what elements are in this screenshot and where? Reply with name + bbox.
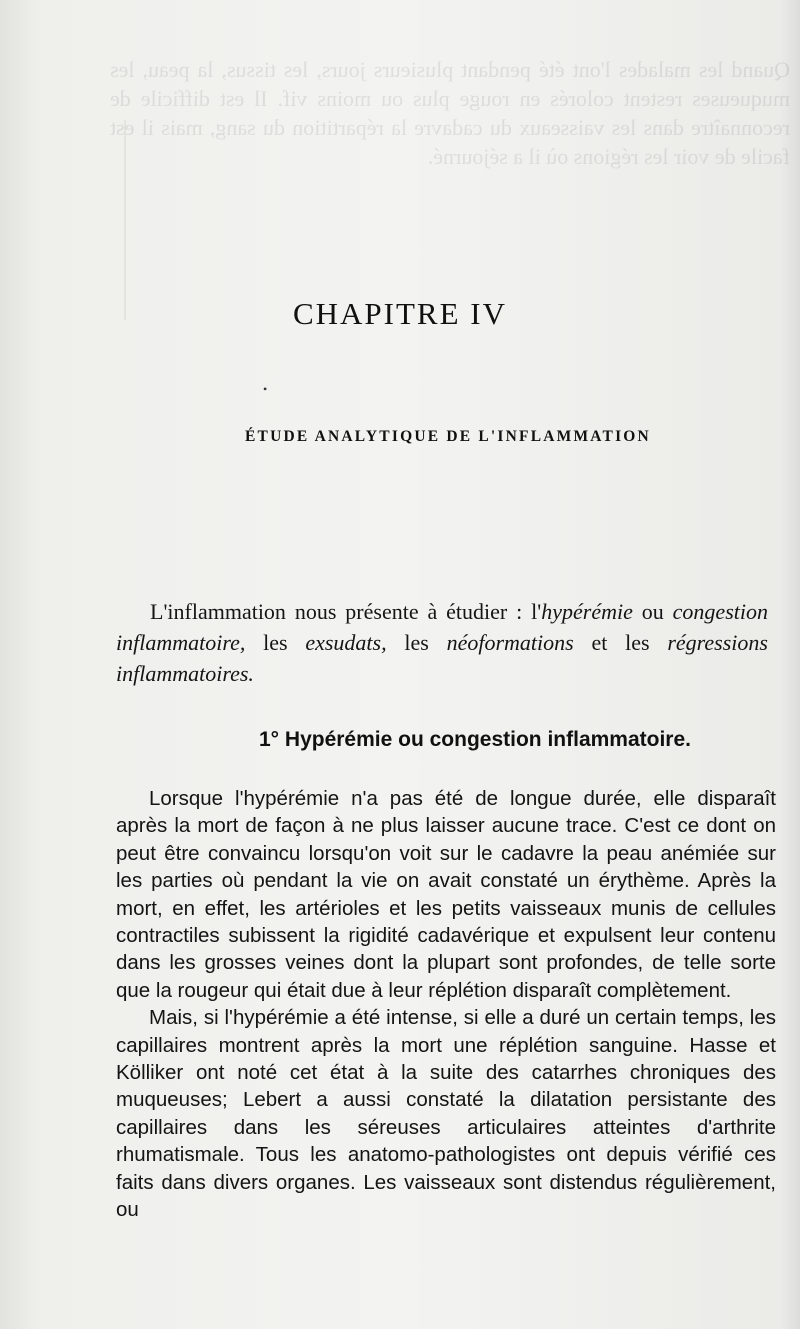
ornament-dot: • — [263, 382, 268, 396]
intro-emphasis: régressions inflammatoires. — [116, 630, 768, 686]
intro-text: et les — [573, 630, 668, 655]
intro-emphasis: hypérémie — [541, 599, 633, 624]
intro-text: les — [245, 630, 306, 655]
paragraph: Lorsque l'hypérémie n'a pas été de longue durée, elle disparaît après la mort de façon à ne plus laisser aucune trace. C'est ce dont on peut être convaincu lorsqu'on voit sur le cadavre la peau anémiée sur les parties où pendant la vie on avait constaté un érythème. Après la mort, en effet, les artérioles et les petits vaisseaux munis de cellules contractiles subissent la rigidité cadavérique et expulsent leur contenu dans les grosses veines dont la plupart sont profondes, de telle sorte que la rougeur qui était due à leur réplétion disparaît complètement. — [116, 787, 776, 1002]
intro-text: ou — [632, 599, 673, 624]
intro-emphasis: exsudats, — [305, 630, 387, 655]
body-text — [116, 785, 776, 1224]
intro-emphasis: néoformations — [446, 630, 574, 655]
paragraph: Mais, si l'hypérémie a été intense, si elle a duré un certain temps, les capillaires montrent après la mort une réplétion sanguine. Hasse et Kölliker ont noté cet état à la suite des catarrhes chroniques des muqueuses; Lebert a aussi constaté la dilatation persistante des capillaires dans les séreuses articulaires atteintes d'arthrite rhumatismale. Tous les anatomo-pathologistes ont depuis vérifié ces faits dans divers organes. Les vaisseaux sont distendus régulièrement, ou — [116, 1006, 776, 1222]
show-through-text: Quand les malades l'ont été pendant plusieurs jours, les tissus, la peau, les muqueuses restent colorés en rouge plus ou moins vif. Il est difficile de reconnaître dans les vaisseaux du cadavre la répartition du sang, mais il est facile de voir les régions où il a séjourné. — [110, 57, 790, 169]
intro-paragraph — [116, 596, 768, 689]
chapter-subtitle: ÉTUDE ANALYTIQUE DE L'INFLAMMATION — [245, 428, 651, 445]
intro-text: les — [386, 630, 447, 655]
chapter-title: CHAPITRE IV — [292, 296, 508, 331]
intro-text: L'inflammation nous présente à étudier : l' — [150, 599, 542, 624]
intro-emphasis: congestion inflammatoire, — [116, 599, 768, 655]
section-heading: 1° Hypérémie ou congestion inflammatoire. — [259, 728, 691, 751]
